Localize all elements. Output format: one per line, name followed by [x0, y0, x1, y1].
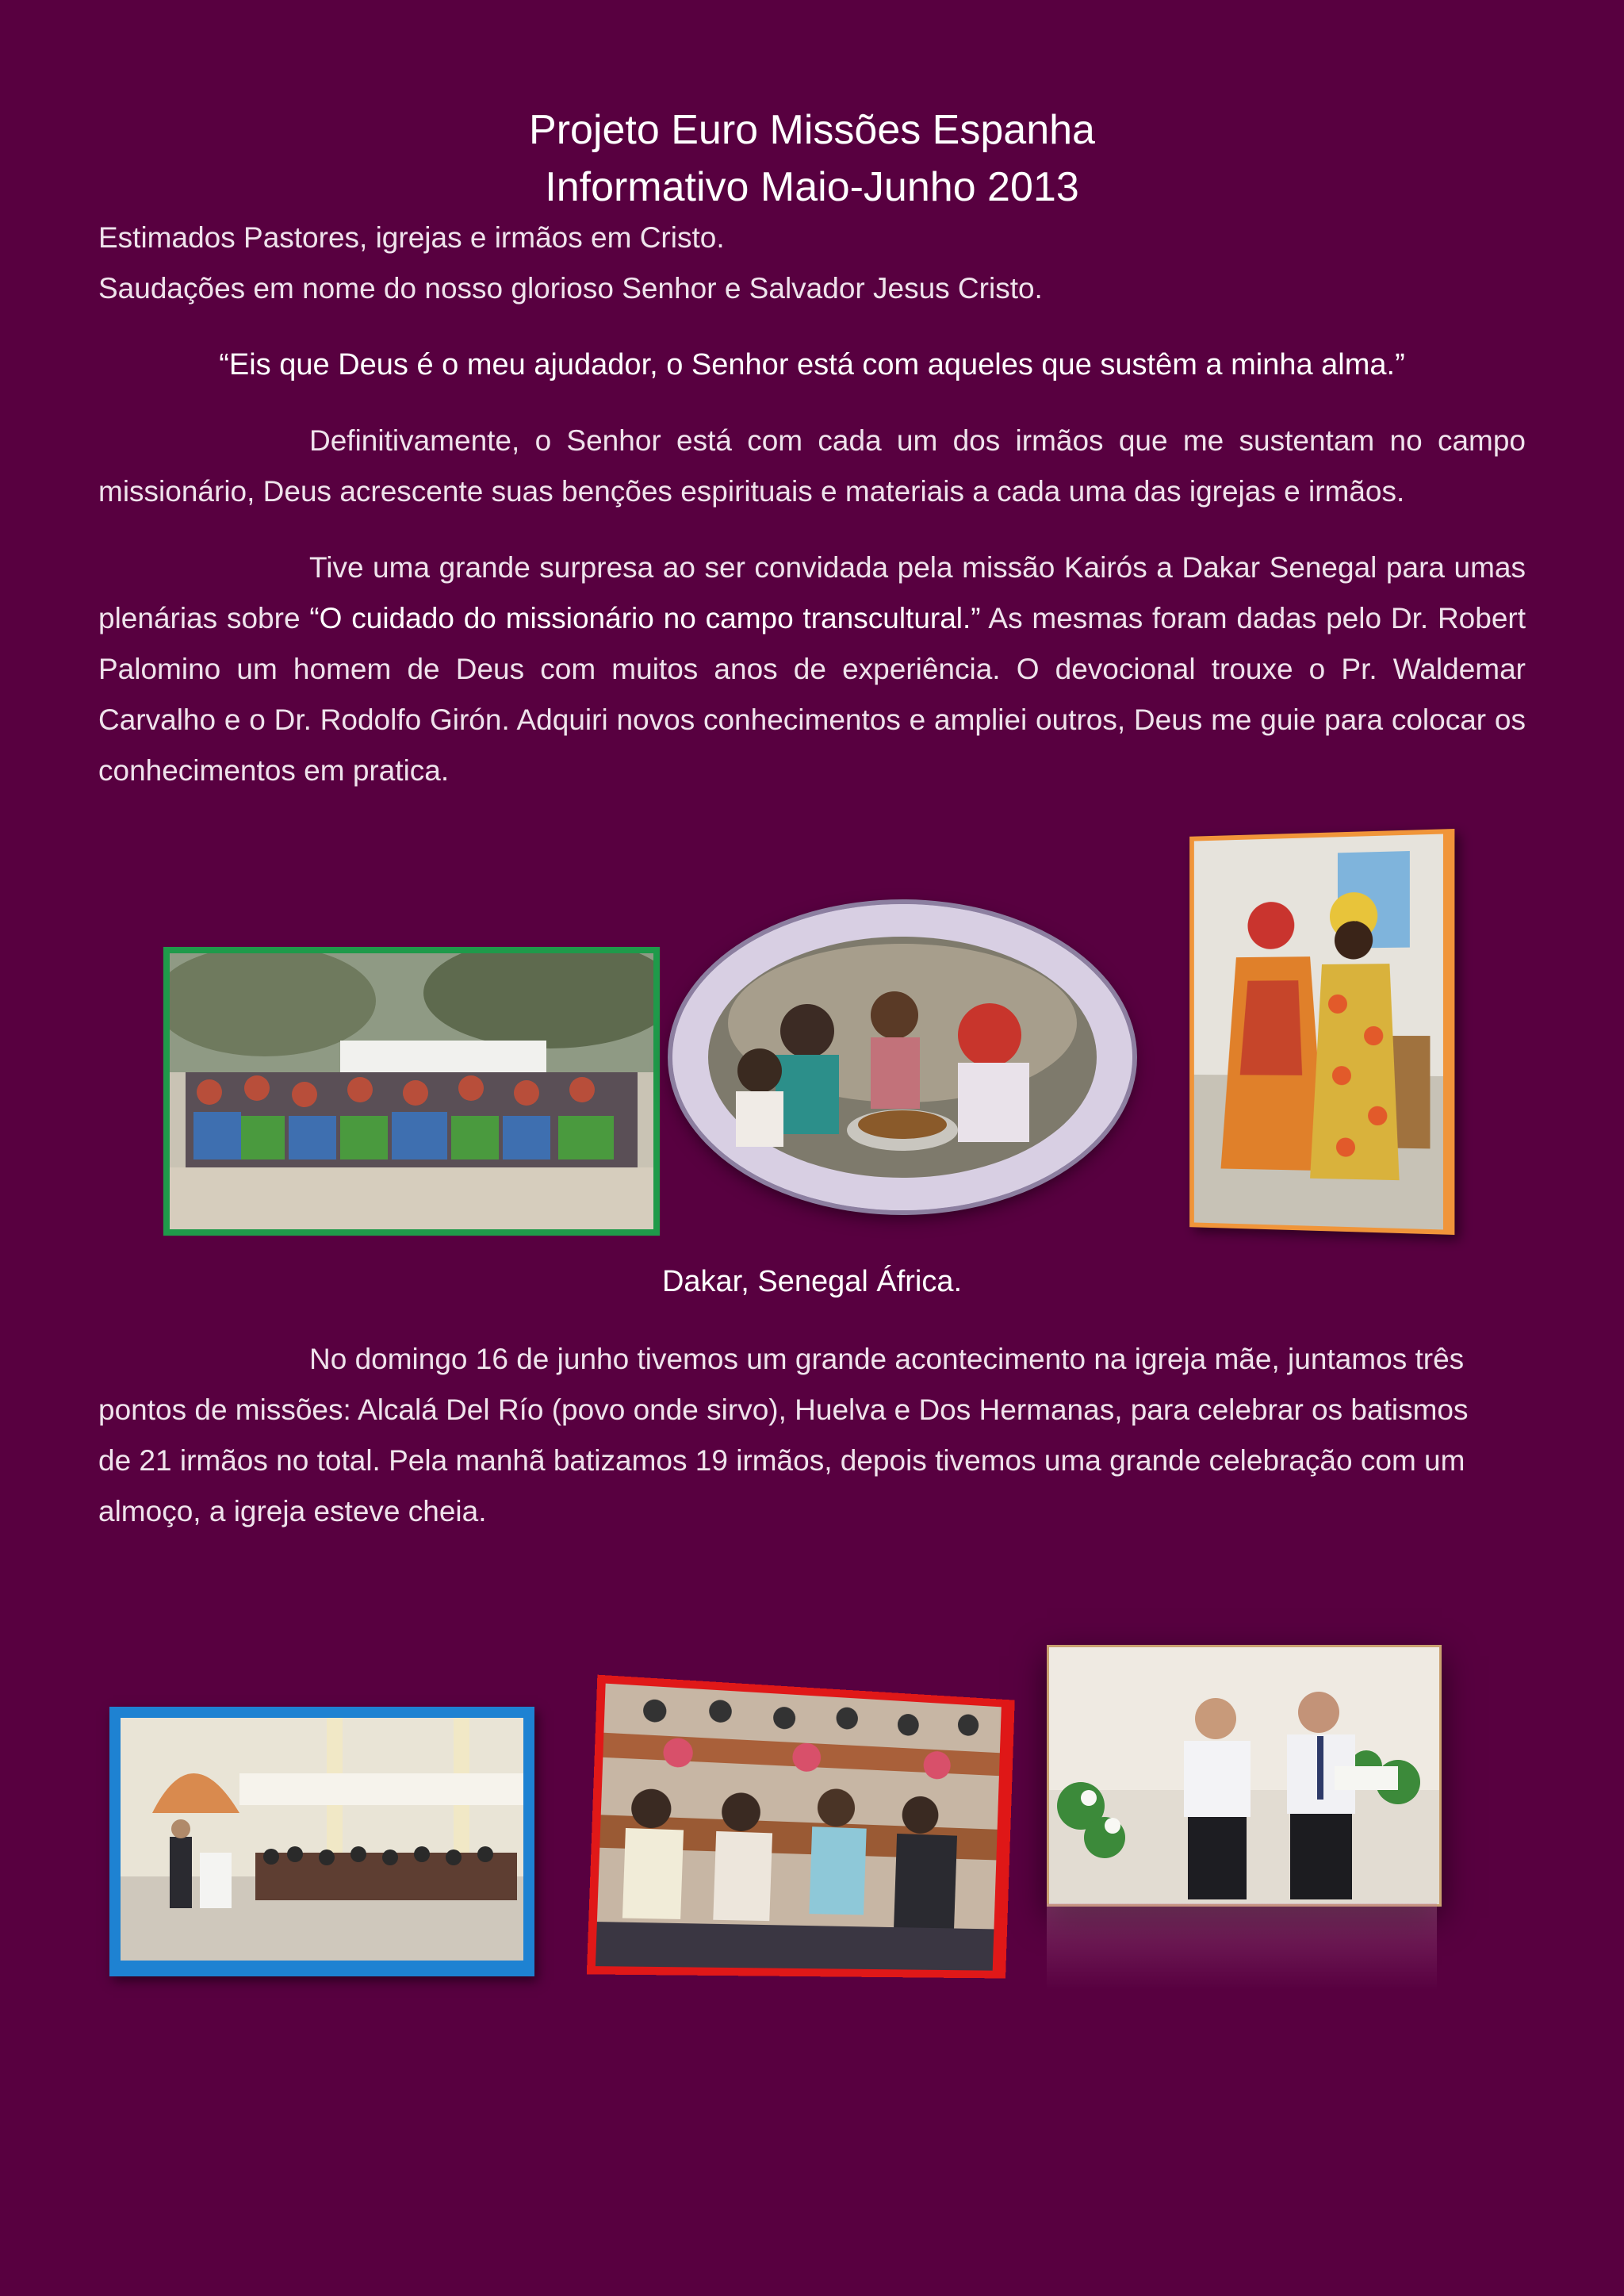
paragraph-2-text-a: Tive uma grande surpresa ao ser convidada pela missão Kairós a Dakar Senegal para umas plenárias sobre: [98, 551, 1526, 634]
greeting-line2: Saudações em nome do nosso glorioso Senhor e Salvador Jesus Cristo.: [98, 272, 1043, 305]
paragraph-1: Definitivamente, o Senhor está com cada um dos irmãos que me sustentam no campo missionário, Deus acrescente suas benções espirituais e materiais a cada uma das igrejas e irmãos.: [98, 424, 1526, 508]
photo-pastors-baptism: [1047, 1645, 1442, 1907]
plenary-topic: “O cuidado do missionário no campo transcultural.”: [309, 602, 981, 634]
paragraph-2-text-b: As mesmas foram dadas pelo Dr. Robert Palomino um homem de Deus com muitos anos de experiência. O devocional trouxe o Pr. Waldemar Carvalho e o Dr. Rodolfo Girón. Adquiri novos conhecimentos e ampliei outros, Deus me guie para colocar os conhecimentos em pratica.: [98, 602, 1526, 787]
photo-group-dakar: [163, 947, 660, 1236]
photo-reflection: [1047, 1903, 1437, 1991]
bible-verse: “Eis que Deus é o meu ajudador, o Senhor está com aqueles que sustêm a minha alma.”: [219, 348, 1405, 381]
page-title-line1: Projeto Euro Missões Espanha: [529, 107, 1095, 153]
paragraph-3: No domingo 16 de junho tivemos um grande acontecimento na igreja mãe, juntamos três pontos de missões: Alcalá Del Río (povo onde sirvo), Huelva e Dos Hermanas, para celebrar os batismos de 21 irmãos no total. Pela manhã batizamos 19 irmãos, depois tivemos uma grande celebração com um almoço, a igreja esteve cheia.: [98, 1343, 1469, 1527]
photo-women-cooking: [672, 904, 1132, 1210]
photo-church-service: [109, 1707, 534, 1976]
photo-congregation: [587, 1675, 1015, 1979]
photo-caption-dakar: Dakar, Senegal África.: [661, 1265, 963, 1298]
page-title-line2: Informativo Maio-Junho 2013: [545, 164, 1079, 210]
photo-two-women: [1189, 829, 1454, 1235]
greeting-line1: Estimados Pastores, igrejas e irmãos em Cristo.: [98, 221, 725, 254]
paragraph-2: [98, 542, 1526, 796]
